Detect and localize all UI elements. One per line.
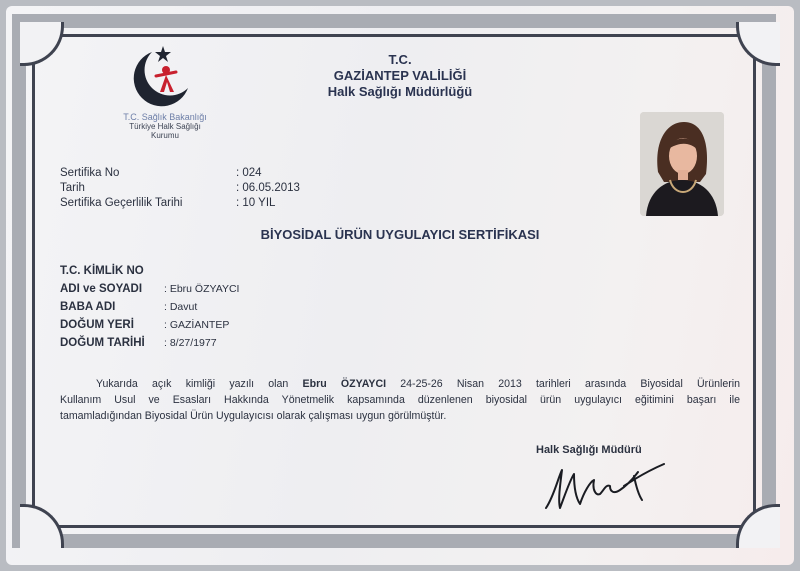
meta-label: Tarih (60, 182, 85, 194)
person-value: : GAZİANTEP (164, 319, 230, 331)
portrait-photo-icon (640, 112, 724, 216)
signatory-title: Halk Sağlığı Müdürü (536, 444, 642, 456)
person-label: BABA ADI (60, 301, 116, 313)
logo-line-3: Kurumu (150, 131, 179, 140)
statement-line-2: Kullanım Usul ve Esasları Hakkında Yönetmelik kapsamında düzenlenen biyosidal ürün uygulayıcı eğitimini başarı ile (60, 394, 740, 406)
statement-line-3: tamamladığından Biyosidal Ürün Uygulayıcısı olarak çalışması uygun görülmüştür. (60, 410, 447, 422)
person-label: T.C. KİMLİK NO (60, 265, 144, 277)
statement-holder-name: Ebru ÖZYAYCI (302, 378, 387, 390)
holder-photo (640, 112, 724, 216)
certificate-statement (60, 376, 740, 424)
person-label: ADI ve SOYADI (60, 283, 143, 295)
person-value: : Davut (164, 301, 198, 313)
statement-text: Yukarıda açık kimliği yazılı olan (96, 378, 303, 390)
person-label: DOĞUM YERİ (60, 319, 134, 331)
crescent-star-logo-icon (130, 44, 200, 110)
header-line-2: GAZİANTEP VALİLİĞİ (333, 68, 467, 83)
meta-label: Sertifika Geçerlilik Tarihi (60, 197, 183, 209)
meta-value: : 10 YIL (236, 197, 276, 209)
meta-value: : 024 (236, 167, 262, 179)
statement-text: 24-25-26 Nisan 2013 tarihleri arasında Biyosidal Ürünlerin (386, 378, 740, 390)
person-value: : 8/27/1977 (164, 337, 217, 349)
header-line-1: T.C. (388, 52, 412, 67)
certificate-title: BİYOSİDAL ÜRÜN UYGULAYICI SERTİFİKASI (260, 227, 540, 242)
statement-line-1 (60, 376, 740, 392)
signature (540, 456, 670, 521)
person-label: DOĞUM TARİHİ (60, 337, 145, 349)
meta-label: Sertifika No (60, 167, 120, 179)
logo-line-2: Türkiye Halk Sağlığı (129, 122, 201, 131)
logo-line-1: T.C. Sağlık Bakanlığı (123, 112, 207, 122)
meta-value: : 06.05.2013 (236, 182, 300, 194)
person-value: : Ebru ÖZYAYCI (164, 283, 240, 295)
ministry-logo (110, 44, 220, 140)
signature-scribble-icon (540, 456, 670, 516)
certificate-header (300, 52, 500, 100)
header-line-3: Halk Sağlığı Müdürlüğü (327, 84, 473, 99)
